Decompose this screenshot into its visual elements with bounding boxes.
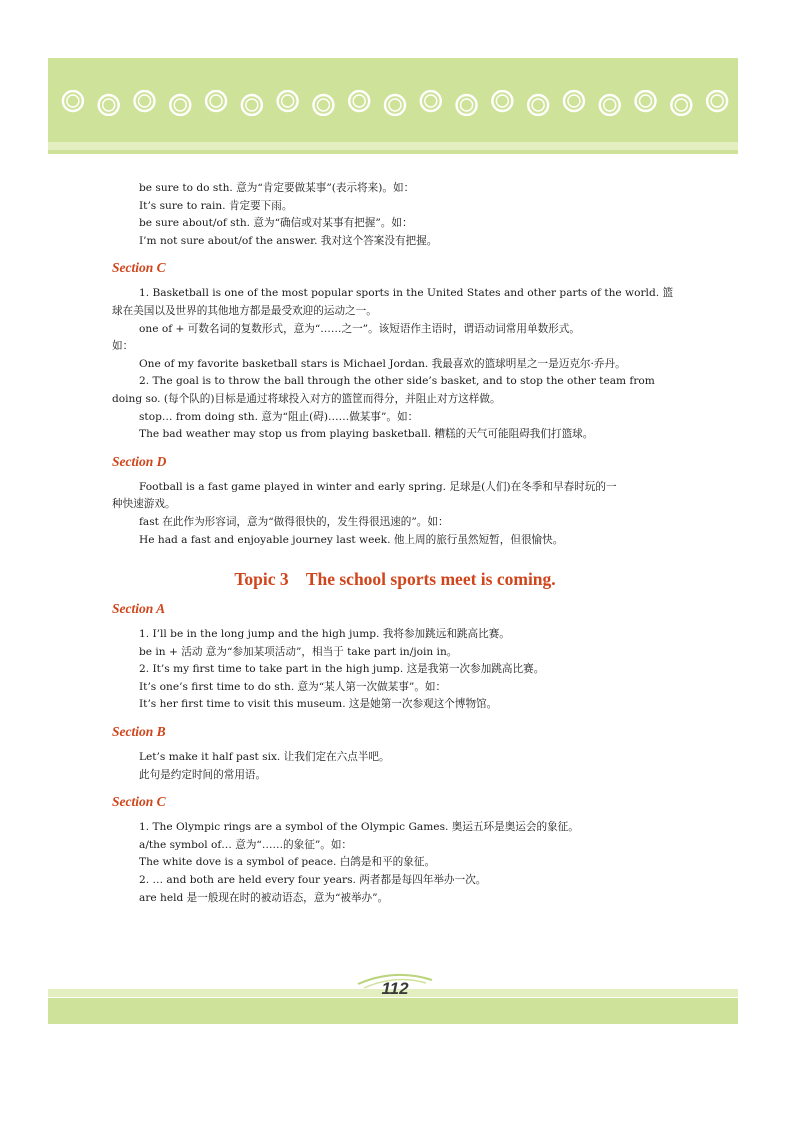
text-line: 2. The goal is to throw the ball through the other side’s basket, and to stop the other team from (139, 375, 655, 388)
text-line: It’s one’s first time to do sth. 意为“某人第一次做某事”。如： (139, 680, 447, 693)
text-line: One of my favorite basketball stars is Michael Jordan. 我最喜欢的篮球明星之一是迈克尔·乔丹。 (139, 357, 626, 370)
text-line: a/the symbol of… 意为“……的象征”。如： (139, 838, 353, 851)
text-line: doing so. (每个队的)目标是通过将球投入对方的篮筐而得分，并阻止对方这样做。 (112, 392, 501, 405)
section-heading: Section C (112, 260, 166, 276)
ring-icon (564, 91, 584, 111)
text-line: 2. It’s my first time to take part in the high jump. 这是我第一次参加跳高比赛。 (139, 663, 545, 676)
ring-icon (349, 91, 369, 111)
ring-icon (170, 95, 190, 115)
ring-icon (421, 91, 441, 111)
section-heading: Section D (112, 453, 167, 469)
topic2-section-d (112, 479, 678, 549)
ring-icon (600, 95, 620, 115)
section-heading: Section A (112, 601, 166, 617)
ring-icon (707, 91, 727, 111)
ring-icon (492, 91, 512, 111)
text-line: 1. The Olympic rings are a symbol of the Olympic Games. 奥运五环是奥运会的象征。 (139, 821, 579, 834)
be-sure-block (112, 180, 678, 250)
text-line: be sure to do sth. 意为“肯定要做某事”(表示将来)。如： (139, 182, 415, 194)
ring-icon (313, 95, 333, 115)
topic-title: Topic 3 The school sports meet is coming. (234, 569, 556, 590)
text-line: 球在美国以及世界的其他地方都是最受欢迎的运动之一。 (112, 304, 377, 317)
text-line: are held 是一般现在时的被动语态，意为“被举办”。 (139, 891, 389, 904)
section-heading: Section C (112, 794, 166, 810)
text-line: 如： (112, 340, 134, 353)
text-line: 种快速游戏。 (112, 498, 176, 511)
text-line: stop… from doing sth. 意为“阻止(碍)……做某事”。如： (139, 410, 419, 423)
text-line: It’s sure to rain. 肯定要下雨。 (139, 199, 293, 212)
text-line: It’s her first time to visit this museum. 这是她第一次参观这个博物馆。 (139, 698, 498, 711)
header-strip (48, 142, 738, 150)
text-line: 2. … and both are held every four years. 两者都是每四年举办一次。 (139, 874, 487, 887)
ring-icon (63, 91, 83, 111)
topic3-section-b (112, 749, 678, 784)
text-line: be sure about/of sth. 意为“确信或对某事有把握”。如： (139, 217, 413, 230)
page-content (112, 180, 678, 907)
text-line: 1. Basketball is one of the most popular sports in the United States and other parts of the world. 篮 (139, 287, 674, 300)
ring-icon (278, 91, 298, 111)
text-line: I’m not sure about/of the answer. 我对这个答案没有把握。 (139, 234, 438, 247)
ring-icon (134, 91, 154, 111)
page-number: 112 (381, 979, 409, 998)
text-line: Football is a fast game played in winter and early spring. 足球是(人们)在冬季和早春时玩的一 (139, 480, 617, 493)
text-line: Let’s make it half past six. 让我们定在六点半吧。 (139, 751, 390, 764)
ring-icon (242, 95, 262, 115)
ring-icon (457, 95, 477, 115)
topic2-section-c (112, 285, 678, 443)
ring-icon (99, 95, 119, 115)
topic3-section-c (112, 819, 678, 907)
section-heading: Section B (112, 724, 166, 740)
ring-icon (385, 95, 405, 115)
ring-icon (671, 95, 691, 115)
topic3-section-a (112, 626, 678, 714)
ring-icon (528, 95, 548, 115)
ring-icon (636, 91, 656, 111)
text-line: He had a fast and enjoyable journey last week. 他上周的旅行虽然短暂，但很愉快。 (139, 533, 564, 546)
text-line: one of + 可数名词的复数形式，意为“……之一”。该短语作主语时，谓语动词常用单数形式。 (139, 322, 580, 335)
text-line: 此句是约定时间的常用语。 (139, 768, 267, 781)
text-line: be in + 活动 意为“参加某项活动”，相当于 take part in/join in。 (139, 645, 458, 658)
text-line: The bad weather may stop us from playing basketball. 糟糕的天气可能阻碍我们打篮球。 (139, 428, 594, 441)
ring-icon (206, 91, 226, 111)
decorative-ring-row (55, 90, 735, 116)
text-line: The white dove is a symbol of peace. 白鸽是和平的象征。 (139, 856, 436, 869)
text-line: 1. I’ll be in the long jump and the high jump. 我将参加跳远和跳高比赛。 (139, 628, 510, 641)
text-line: fast 在此作为形容词，意为“做得很快的，发生得很迅速的”。如： (139, 515, 449, 528)
